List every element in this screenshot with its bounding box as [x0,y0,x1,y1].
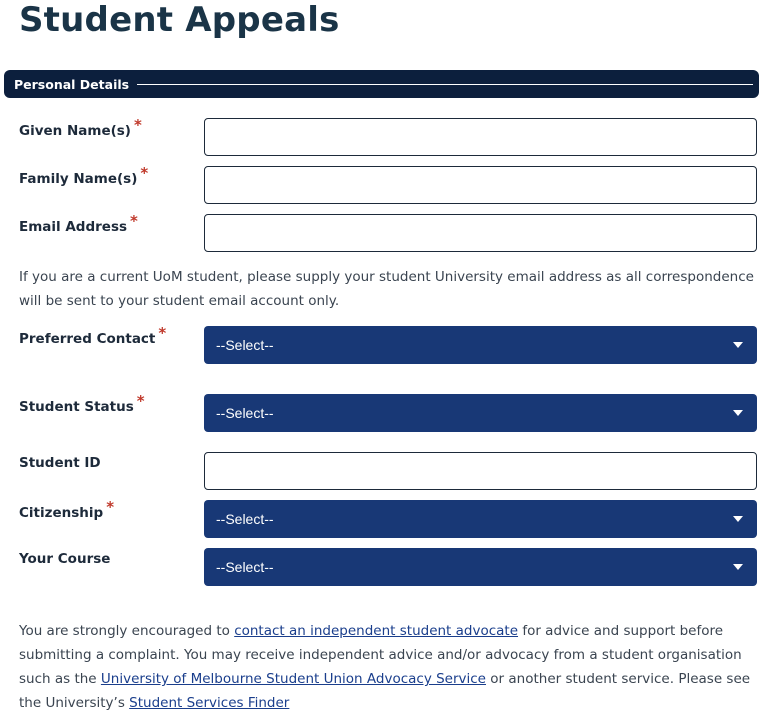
chevron-down-icon [733,342,743,348]
student-id-label: Student ID [19,455,101,471]
your-course-label: Your Course [19,551,111,567]
citizenship-value: --Select-- [216,511,274,527]
page-title: Student Appeals [19,0,340,40]
section-divider [137,84,753,85]
chevron-down-icon [733,410,743,416]
required-asterisk: * [140,164,149,182]
citizenship-label: Citizenship * [19,498,115,521]
student-advocate-link[interactable]: contact an independent student advocate [234,623,519,639]
student-status-value: --Select-- [216,405,274,421]
family-name-input[interactable] [204,166,757,204]
email-label: Email Address * [19,212,138,235]
preferred-contact-value: --Select-- [216,337,274,353]
email-input[interactable] [204,214,757,252]
preferred-contact-select[interactable] [204,326,757,364]
required-asterisk: * [106,498,115,516]
student-status-select[interactable] [204,394,757,432]
citizenship-select[interactable] [204,500,757,538]
student-status-label: Student Status * [19,392,145,415]
umsu-advocacy-link[interactable]: University of Melbourne Student Union Advocacy Service [100,671,486,687]
given-name-label: Given Name(s) * [19,116,142,139]
chevron-down-icon [733,564,743,570]
preferred-contact-label: Preferred Contact * [19,324,167,347]
given-name-input[interactable] [204,118,757,156]
advocacy-paragraph: You are strongly encouraged to contact an independent student advocate for advice and support before submitting a complaint. You may receive independent advice and/or advocacy from a student organisation such as the University of Melbourne Student Union Advocacy Service or another student service. Please see the University’s Student Services Finder [19,623,751,711]
section-header-personal-details [4,70,759,98]
student-services-finder-link[interactable]: Student Services Finder [129,695,290,711]
required-asterisk: * [158,324,167,342]
chevron-down-icon [733,516,743,522]
required-asterisk: * [133,116,142,134]
required-asterisk: * [136,392,145,410]
section-title: Personal Details [14,76,130,92]
email-note: If you are a current UoM student, please supply your student University email address as all correspondence will be sent to your student email account only. [19,269,754,309]
your-course-select[interactable] [204,548,757,586]
required-asterisk: * [130,212,138,230]
your-course-value: --Select-- [216,559,274,575]
family-name-label: Family Name(s) * [19,164,149,187]
student-id-input[interactable] [204,452,757,490]
